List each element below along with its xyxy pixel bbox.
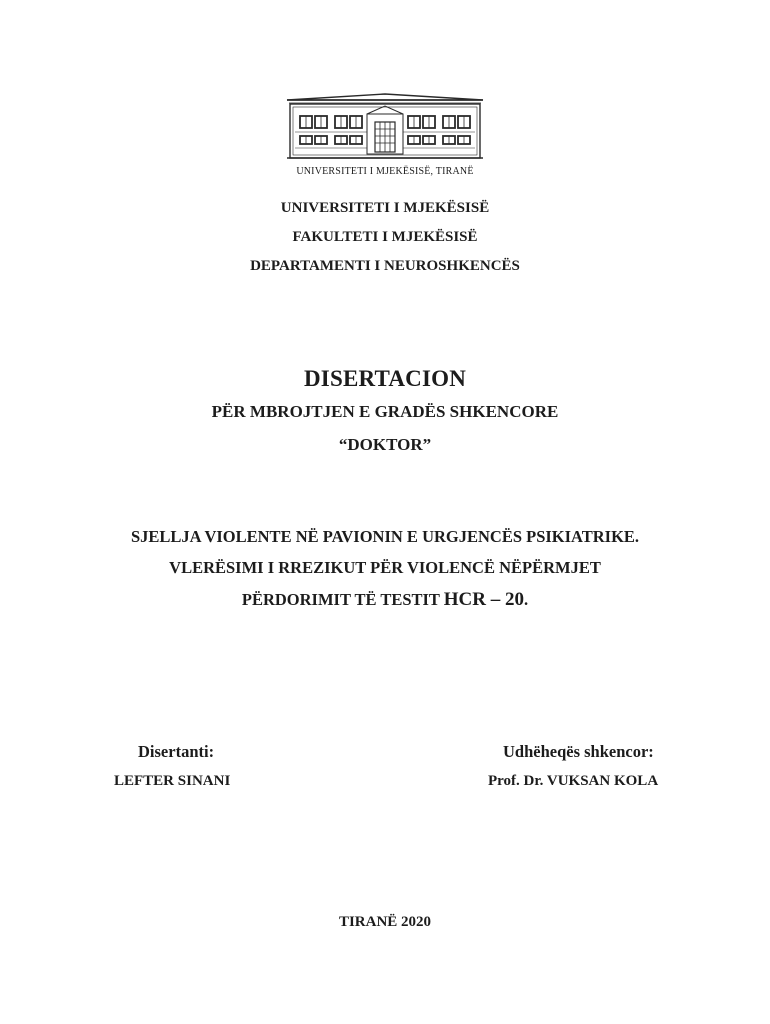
document-purpose: PËR MBROJTJEN E GRADËS SHKENCORE — [211, 402, 559, 421]
supervisor-name: Prof. Dr. VUKSAN KOLA — [488, 773, 659, 789]
document-type-title: DISERTACION — [304, 366, 466, 391]
university-building-logo — [283, 92, 487, 164]
thesis-title-line-2: VLERËSIMI I RREZIKUT PËR VIOLENCË NËPËRMJET — [169, 558, 601, 577]
author-name: LEFTER SINANI — [114, 773, 231, 789]
thesis-title-line-3-suffix: . — [524, 590, 529, 609]
department-name: DEPARTAMENTI I NEUROSHKENCËS — [250, 258, 520, 274]
thesis-title-line-3-prefix: PËRDORIMIT TË TESTIT — [241, 590, 444, 609]
university-name: UNIVERSITETI I MJEKËSISË — [280, 200, 490, 216]
place-and-year: TIRANË 2020 — [338, 914, 432, 930]
author-label: Disertanti: — [138, 742, 215, 761]
faculty-name: FAKULTETI I MJEKËSISË — [292, 229, 478, 245]
test-name: HCR – 20 — [443, 589, 524, 610]
thesis-title-line-3 — [0, 589, 770, 611]
thesis-title-line-1: SJELLJA VIOLENTE NË PAVIONIN E URGJENCËS PSIKIATRIKE. — [130, 527, 640, 546]
degree-name: “DOKTOR” — [338, 435, 432, 454]
supervisor-label: Udhëheqës shkencor: — [503, 742, 654, 761]
logo-caption: UNIVERSITETI I MJEKËSISË, TIRANË — [296, 166, 474, 177]
